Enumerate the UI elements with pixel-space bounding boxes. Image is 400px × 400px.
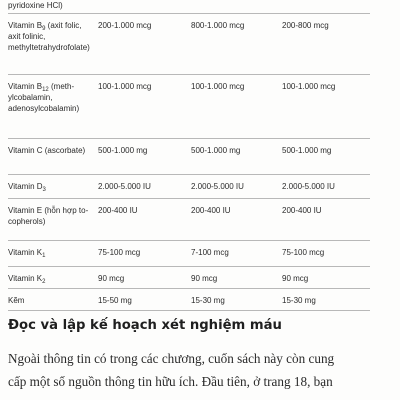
table-row xyxy=(8,138,370,174)
nutrient-form: (axit folic, axit folinic, methyltetrahydrofolate) xyxy=(8,20,90,52)
table-row xyxy=(8,0,370,13)
table-cell-dose: 100-1.000 mcg xyxy=(278,74,370,138)
nutrient-name-fragment: pyridoxine HCl) xyxy=(8,1,63,10)
table-cell-dose: 7-100 mcg xyxy=(187,240,278,266)
nutrient-subscript: 3 xyxy=(42,186,46,193)
nutrient-subscript: 12 xyxy=(42,86,49,93)
nutrient-name: Vitamin E xyxy=(8,205,43,215)
nutrient-name: Vitamin K xyxy=(8,273,43,283)
body-paragraph xyxy=(8,347,388,393)
supplement-dosage-table xyxy=(8,0,370,311)
table-cell-dose: 2.000-5.000 IU xyxy=(187,174,278,198)
table-row xyxy=(8,74,370,138)
table-cell-nutrient xyxy=(8,266,94,288)
table-row xyxy=(8,240,370,266)
table-cell-dose: 2.000-5.000 IU xyxy=(94,174,187,198)
table-cell-dose: 90 mcg xyxy=(187,266,278,288)
table-cell-nutrient xyxy=(8,74,94,138)
table-cell-dose: 500-1.000 mg xyxy=(187,138,278,174)
table-cell-dose: 75-100 mcg xyxy=(94,240,187,266)
table-cell-dose: 100-1.000 mcg xyxy=(187,74,278,138)
table-cell-dose: 75-100 mcg xyxy=(278,240,370,266)
table-cell-dose: 200-1.000 mcg xyxy=(94,13,187,74)
table-cell-nutrient xyxy=(8,288,94,310)
table-cell-nutrient xyxy=(8,174,94,198)
table-cell-dose: 800-1.000 mcg xyxy=(187,13,278,74)
table-cell-nutrient xyxy=(8,13,94,74)
table-cell-dose: 15-30 mg xyxy=(278,288,370,310)
table-cell-dose: 15-50 mg xyxy=(94,288,187,310)
table-cell-dose: 200-800 mcg xyxy=(278,13,370,74)
table-cell-dose: 500-1.000 mg xyxy=(278,138,370,174)
table-cell-dose: 200-400 IU xyxy=(94,198,187,240)
table-cell-dose: 200-400 IU xyxy=(278,198,370,240)
nutrient-name: Vitamin D xyxy=(8,181,43,191)
nutrient-name: Vitamin B xyxy=(8,20,43,30)
nutrient-name: Vitamin B xyxy=(8,81,43,91)
section-heading: Đọc và lập kế hoạch xét nghiệm máu xyxy=(8,318,282,333)
paragraph-line: Ngoài thông tin có trong các chương, cuốn sách này còn cung xyxy=(8,351,335,366)
nutrient-subscript: 1 xyxy=(42,252,46,259)
table-cell-dose: 15-30 mg xyxy=(187,288,278,310)
nutrient-subscript: 9 xyxy=(42,25,46,32)
nutrient-form: (hỗn hợp tocopherols) xyxy=(8,205,89,226)
nutrient-form: (methylcobalamin, adenosylcobalamin) xyxy=(8,81,80,113)
table-cell-dose: 100-1.000 mcg xyxy=(94,74,187,138)
nutrient-form: (ascorbate) xyxy=(42,145,86,155)
table-cell-nutrient xyxy=(8,138,94,174)
nutrient-name: Kẽm xyxy=(8,295,25,305)
paragraph-line: cấp một số nguồn thông tin hữu ích. Đầu tiên, ở trang 18, bạn xyxy=(8,374,333,389)
table-cell-dose: 90 mcg xyxy=(94,266,187,288)
table-row xyxy=(8,13,370,74)
table-row xyxy=(8,198,370,240)
nutrient-name: Vitamin K xyxy=(8,247,43,257)
table-cell-nutrient xyxy=(8,0,94,13)
nutrient-subscript: 2 xyxy=(42,278,46,285)
table-cell-nutrient xyxy=(8,240,94,266)
table-cell-dose: 2.000-5.000 IU xyxy=(278,174,370,198)
table-cell-dose: 200-400 IU xyxy=(187,198,278,240)
table-cell-dose: 90 mcg xyxy=(278,266,370,288)
table-cell-nutrient xyxy=(8,198,94,240)
nutrient-name: Vitamin C xyxy=(8,145,43,155)
table-row xyxy=(8,288,370,310)
table-row xyxy=(8,266,370,288)
table-row xyxy=(8,174,370,198)
table-cell-dose: 500-1.000 mg xyxy=(94,138,187,174)
